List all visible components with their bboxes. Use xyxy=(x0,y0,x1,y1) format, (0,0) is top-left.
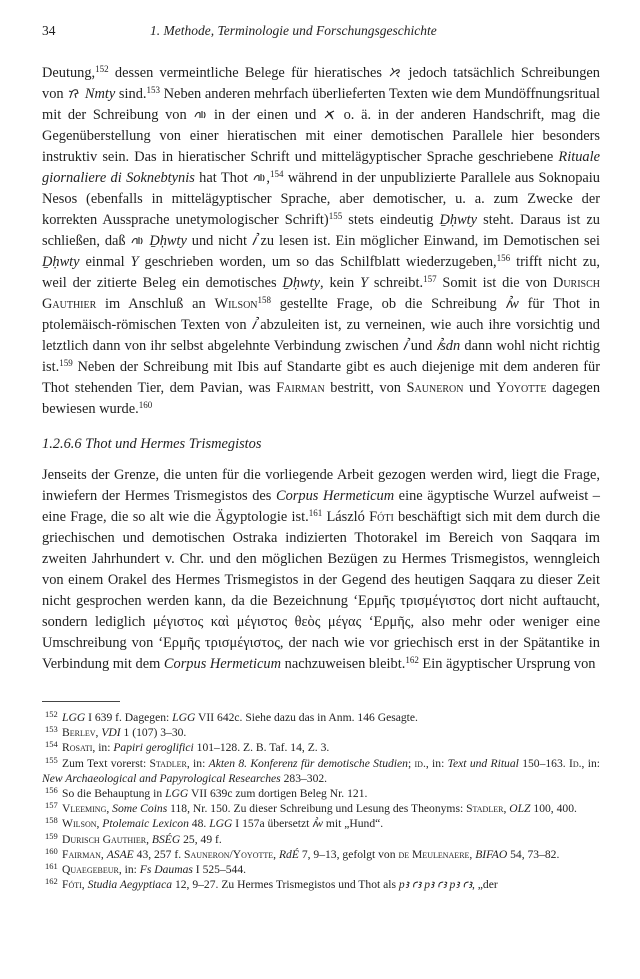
running-head xyxy=(42,22,600,40)
footnote-ref[interactable]: 153 xyxy=(146,85,161,95)
footnote-ref[interactable]: 158 xyxy=(257,295,272,305)
author-name: Sauneron xyxy=(406,380,464,396)
author-name: Fairman xyxy=(276,380,325,396)
footnote-ref[interactable]: 159 xyxy=(59,358,73,368)
author-name: Fóti xyxy=(369,509,394,525)
footnote: 162 Fóti, Studia Aegyptiaca 12, 9–27. Zu Hermes Trismegistos und Thot als pꜣ ꜥꜣ pꜣ ꜥꜣ pꜣ ꜥꜣ, „der xyxy=(45,876,498,892)
footnote: 153 Berlev, VDI 1 (107) 3–30. xyxy=(45,724,187,740)
footnote-ref[interactable]: 154 xyxy=(269,169,284,179)
footnote: 152 LGG I 639 f. Dagegen: LGG VII 642c. Siehe dazu das in Anm. 146 Gesagte. xyxy=(45,709,418,724)
footnote: 158 Wilson, Ptolemaic Lexicon 48. LGG I 157a übersetzt ꞽw mit „Hund“. xyxy=(45,815,384,831)
footnote-ref[interactable]: 161 xyxy=(308,508,323,518)
running-title: 1. Methode, Terminologie und Forschungsgeschichte xyxy=(150,23,437,38)
footnote: 159 Durisch Gauthier, BSÉG 25, 49 f. xyxy=(45,830,222,846)
author-name: Durisch Gauthier xyxy=(42,275,601,312)
reed-t-glyph-icon xyxy=(252,171,266,183)
reed-t-glyph-icon xyxy=(193,108,207,120)
section-heading: 1.2.6.6 Thot und Hermes Trismegistos xyxy=(42,436,262,452)
paragraph: Deutung,$^{152}$ dessen vermeintliche Belege für hieratisches jedoch tatsächlich Schreibungen von Nmty sind.$^{153}$ Neben anderen mehrfach überlieferten Texten wie dem Mundöffnungsritual mit der Schreibung von in der einen und o. ä. in der anderen Handschrift, mag die Gegenüberstellung von einer hieratischen mit einer demotischen Parallele hier besonders instruktiv sein. Das in hieratischer Schrift und mittelägyptischer Sprache geschriebene Rituale giornaliere di Soknebtynis hat Thot ,$^{154}$ während in der unpublizierte Parallele aus Soknopaiu Nesos (ebenfalls in mittelägyptischer Sprache, aber demotischer, u. a. zum Zwecke der korrekten Aussprache unetymologischer Schrift)$^{155}$ stets eindeutig Ḏḥwty steht. Daraus ist zu schließen, daß Ḏḥwty und nicht ꞽ zu lesen ist. Ein möglicher Einwand, im Demotischen sei Ḏḥwty einmal Y geschrieben worden, um so das Schilfblatt wiederzugeben,$^{156}$ trifft nicht zu, weil der zitierte Beleg ein demotisches Ḏḥwty, kein Y schreibt.$^{157}$ Somit ist die von Durisch Gauthier im Anschluß an Wilson$^{158}$ gestellte Frage, ob die Schreibung ꞽw für Thot in ptolemäisch-römischen Texten von ꞽ abzuleiten ist, zu verneinen, wie auch ihre vorsichtig und letztlich dann von ihr selbst abgelehnte Verbindung zwischen ꞽ und ꞽsdn dann wohl nicht richtig ist.$^{159}$ Neben der Schreibung mit Ibis auf Standarte gibt es auch diejenige mit dem anderen für Thot stehenden Tier, dem Pavian, was Fairman bestritt, von Sauneron und Yoyotte dagegen bewiesen wurde.$^{160}$ xyxy=(42,64,601,417)
footnote-divider xyxy=(42,701,120,702)
footnote: 154 Rosati, in: Papiri geroglifici 101–128. Z. B. Taf. 14, Z. 3. xyxy=(45,739,330,755)
footnote: 156 So die Behauptung in LGG VII 639c zum dortigen Beleg Nr. 121. xyxy=(45,785,368,801)
footnote-ref[interactable]: 152 xyxy=(95,64,109,74)
ibis-hieratic-glyph-icon xyxy=(388,66,402,78)
footnote-ref[interactable]: 156 xyxy=(496,253,511,263)
author-name: Wilson xyxy=(214,296,258,312)
footnote-ref[interactable]: 162 xyxy=(405,655,419,665)
footnote: 161 Quaegebeur, in: Fs Daumas I 525–544. xyxy=(45,861,247,877)
page-number: 34 xyxy=(42,23,56,38)
main-text xyxy=(42,63,600,675)
paragraph: Jenseits der Grenze, die unten für die vorliegende Arbeit gezogen werden wird, liegt die Frage, inwiefern der Hermes Trismegistos des Corpus Hermeticum eine ägyptische Wurzel aufweist – eine Frage, die so alt wie die Ägyptologie ist.$^{161}$ László Fóti beschäftigt sich mit dem durch die griechischen und demotischen Ostraka indizierten Thotorakel im Bereich von Saqqara im zweiten Jahrhundert v. Chr. und den möglichen Bezügen zu Hermes Trismegistos, wenngleich von einem Orakel des Hermes Trismegistos in der Gegend des heutigen Saqqara zu dieser Zeit nicht gesprochen werden kann, da die Bezeichnung ‘Ερμῆς τρισμέγιστος dort nicht auftaucht, sondern lediglich μέγιστος καὶ μέγιστος θεὸς μέγας ‘Ερμῆς, also mehr oder weniger eine Umschreibung von ‘Ερμῆς τρισμέγιστος, der nach wie vor griechisch erst in der Spätantike in Verbindung mit dem Corpus Hermeticum nachzuweisen bleibt.$^{162}$ Ein ägyptischer Ursprung von xyxy=(42,467,600,672)
reed-t-glyph-icon xyxy=(130,234,144,246)
author-name: Yoyotte xyxy=(496,380,547,396)
footnote: 157 Vleeming, Some Coins 118, Nr. 150. Zu dieser Schreibung und Lesung des Theonyms: Stadler, OLZ 100, 400. xyxy=(45,800,577,816)
footnote: 160 Fairman, ASAE 43, 257 f. Sauneron/Yoyotte, RdÉ 7, 9–13, gefolgt von de Meulenaere, BIFAO 54, 73–82. xyxy=(45,845,560,861)
footnote-ref[interactable]: 157 xyxy=(423,274,437,284)
baboon-glyph-icon xyxy=(67,87,81,99)
footnote: 155 Zum Text vorerst: Stadler, in: Akten 8. Konferenz für demotische Studien; id., in: Text und Ritual 150–163. Id., in: New Archaeological and Papyrological Researches 283–302. xyxy=(42,754,600,785)
ibis-demotic-glyph-icon xyxy=(323,108,337,120)
footnote-ref[interactable]: 160 xyxy=(138,400,153,410)
footnotes xyxy=(42,710,600,892)
footnote-ref[interactable]: 155 xyxy=(328,211,343,221)
